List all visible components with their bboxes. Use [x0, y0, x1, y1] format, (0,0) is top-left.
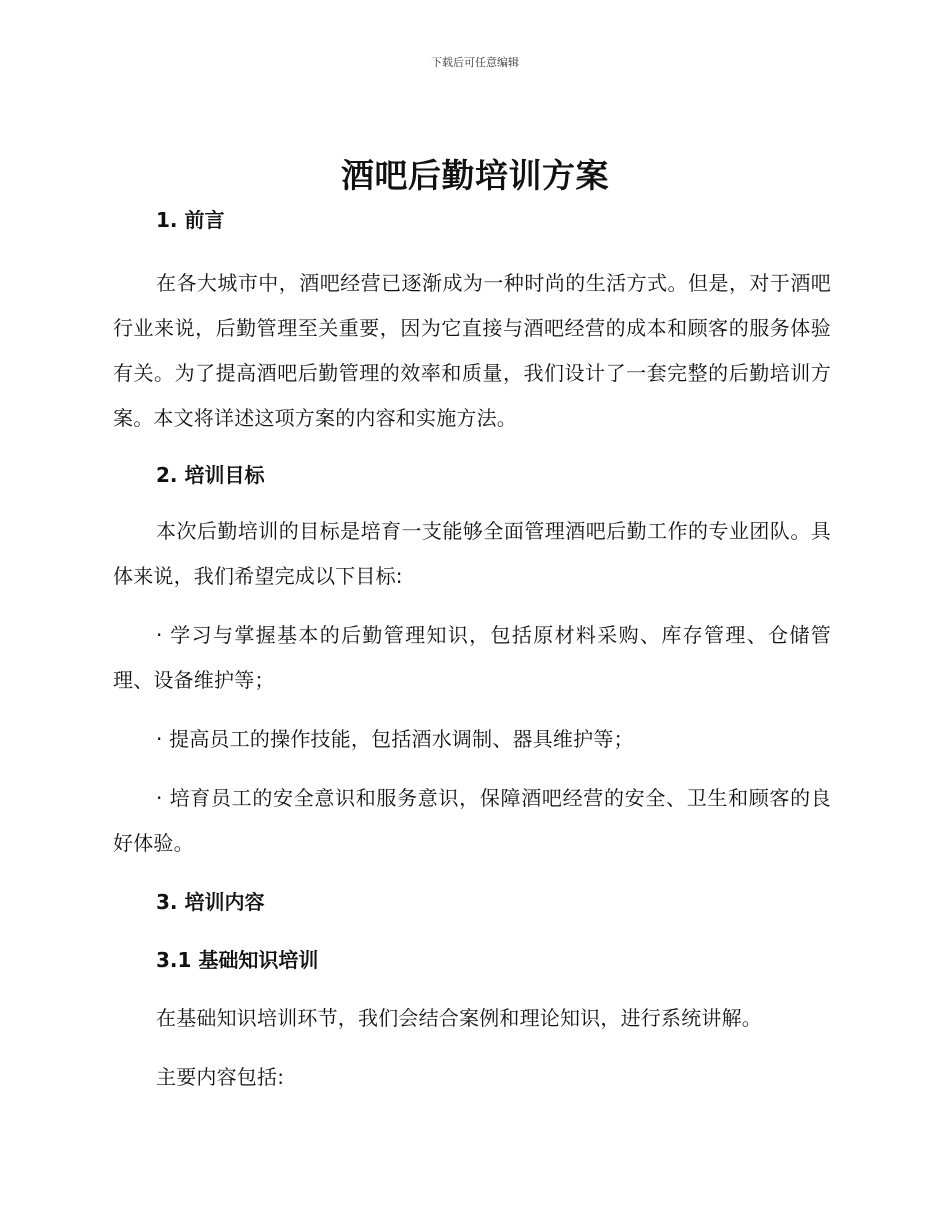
document-title: 酒吧后勤培训方案	[341, 156, 609, 195]
section-paragraph-goals: 本次后勤培训的目标是培育一支能够全面管理酒吧后勤工作的专业团队。具体来说，我们希望完成以下目标:	[113, 519, 831, 588]
header-note: 下载后可任意编辑	[431, 56, 519, 69]
goal-bullet-1: · 学习与掌握基本的后勤管理知识，包括原材料采购、库存管理、仓储管理、设备维护等；	[113, 623, 831, 692]
subsection-paragraph-main-content: 主要内容包括:	[156, 1065, 285, 1089]
section-paragraph-preface: 在各大城市中，酒吧经营已逐渐成为一种时尚的生活方式。但是，对于酒吧行业来说，后勤管理至关重要，因为它直接与酒吧经营的成本和顾客的服务体验有关。为了提高酒吧后勤管理的效率和质量，我们设计了一套完整的后勤培训方案。本文将详述这项方案的内容和实施方法。	[113, 271, 831, 430]
section-heading-content: 3. 培训内容	[156, 890, 265, 914]
section-heading-goals: 2. 培训目标	[156, 463, 265, 487]
document-body	[113, 204, 831, 1100]
subsection-paragraph-basic-training: 在基础知识培训环节，我们会结合案例和理论知识，进行系统讲解。	[156, 1006, 762, 1030]
section-heading-preface: 1. 前言	[156, 208, 225, 232]
goal-bullet-2: · 提高员工的操作技能，包括酒水调制、器具维护等；	[156, 727, 634, 751]
goal-bullet-3: · 培育员工的安全意识和服务意识，保障酒吧经营的安全、卫生和顾客的良好体验。	[113, 786, 831, 855]
subsection-heading-basic-training: 3.1 基础知识培训	[156, 948, 319, 972]
